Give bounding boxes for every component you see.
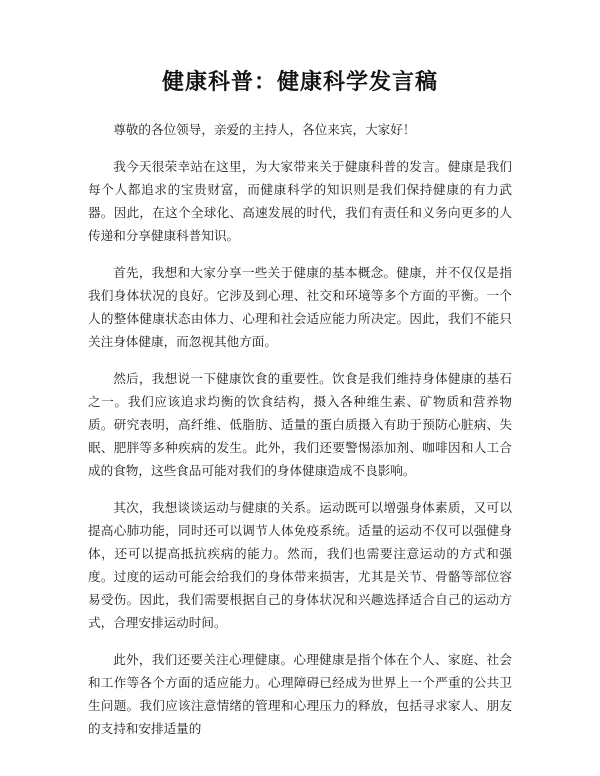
- paragraph-exercise: 其次，我想谈谈运动与健康的关系。运动既可以增强身体素质，又可以提高心肺功能，同时还可以调节人体免疫系统。适量的运动不仅可以强健身体，还可以提高抵抗疾病的能力。然而，我们也需要注意运动的方式和强度。过度的运动可能会给我们的身体带来损害，尤其是关节、骨骼等部位容易受伤。因此，我们需要根据自己的身体状况和兴趣选择适合自己的运动方式，合理安排运动时间。: [88, 500, 512, 630]
- paragraph-mental-health: 此外，我们还要关注心理健康。心理健康是指个体在个人、家庭、社会和工作等各个方面的适应能力。心理障碍已经成为世界上一个严重的公共卫生问题。我们应该注意情绪的管理和心理压力的释放，包括寻求家人、朋友的支持和安排适量的: [88, 652, 512, 736]
- paragraph-health-concept: 首先，我想和大家分享一些关于健康的基本概念。健康，并不仅仅是指我们身体状况的良好。它涉及到心理、社交和环境等多个方面的平衡。一个人的整体健康状态由体力、心理和社会适应能力所决定。因此，我们不能只关注身体健康，而忽视其他方面。: [88, 265, 512, 349]
- paragraph-greeting: 尊敬的各位领导，亲爱的主持人，各位来宾，大家好！: [113, 122, 416, 137]
- document-title: 健康科普：健康科学发言稿: [161, 70, 438, 95]
- paragraph-diet: 然后，我想说一下健康饮食的重要性。饮食是我们维持身体健康的基石之一。我们应该追求均衡的饮食结构，摄入各种维生素、矿物质和营养物质。研究表明，高纤维、低脂肪、适量的蛋白质摄入有助于预防心脏病、失眠、肥胖等多种疾病的发生。此外，我们还要警惕添加剂、咖啡因和人工合成的食物，这些食品可能对我们的身体健康造成不良影响。: [88, 371, 512, 478]
- paragraph-intro: 我今天很荣幸站在这里，为大家带来关于健康科普的发言。健康是我们每个人都追求的宝贵财富，而健康科学的知识则是我们保持健康的有力武器。因此，在这个全球化、高速发展的时代，我们有责任和义务向更多的人传递和分享健康科普知识。: [88, 159, 512, 243]
